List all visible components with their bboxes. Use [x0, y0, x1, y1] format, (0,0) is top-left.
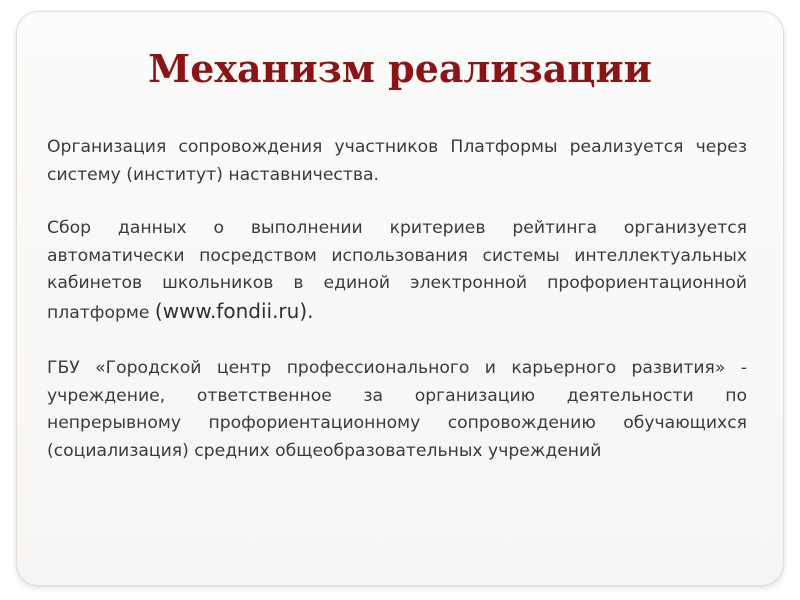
paragraph-center-description: ГБУ «Городской центр профессионального и карьерного развития» - учреждение, ответственное за организацию деятельности по непрерывному профориентационному сопровождению обучающихся (социализация) средних общеобразовательных учреждений: [47, 358, 747, 461]
paragraph-mentorship: Организация сопровождения участников Платформы реализуется через систему (институт) наставничества.: [47, 137, 747, 185]
slide-body: [47, 134, 747, 465]
paragraph-data-collection: [47, 215, 747, 327]
platform-url: (www.fondii.ru).: [154, 298, 314, 323]
paragraph-data-collection-text: Сбор данных о выполнении критериев рейтинга организуется автоматически посредством использования системы интеллектуальных кабинетов школьников в единой электронной профориентационной платформе: [47, 218, 747, 323]
slide-title: Механизм реализации: [148, 46, 652, 91]
